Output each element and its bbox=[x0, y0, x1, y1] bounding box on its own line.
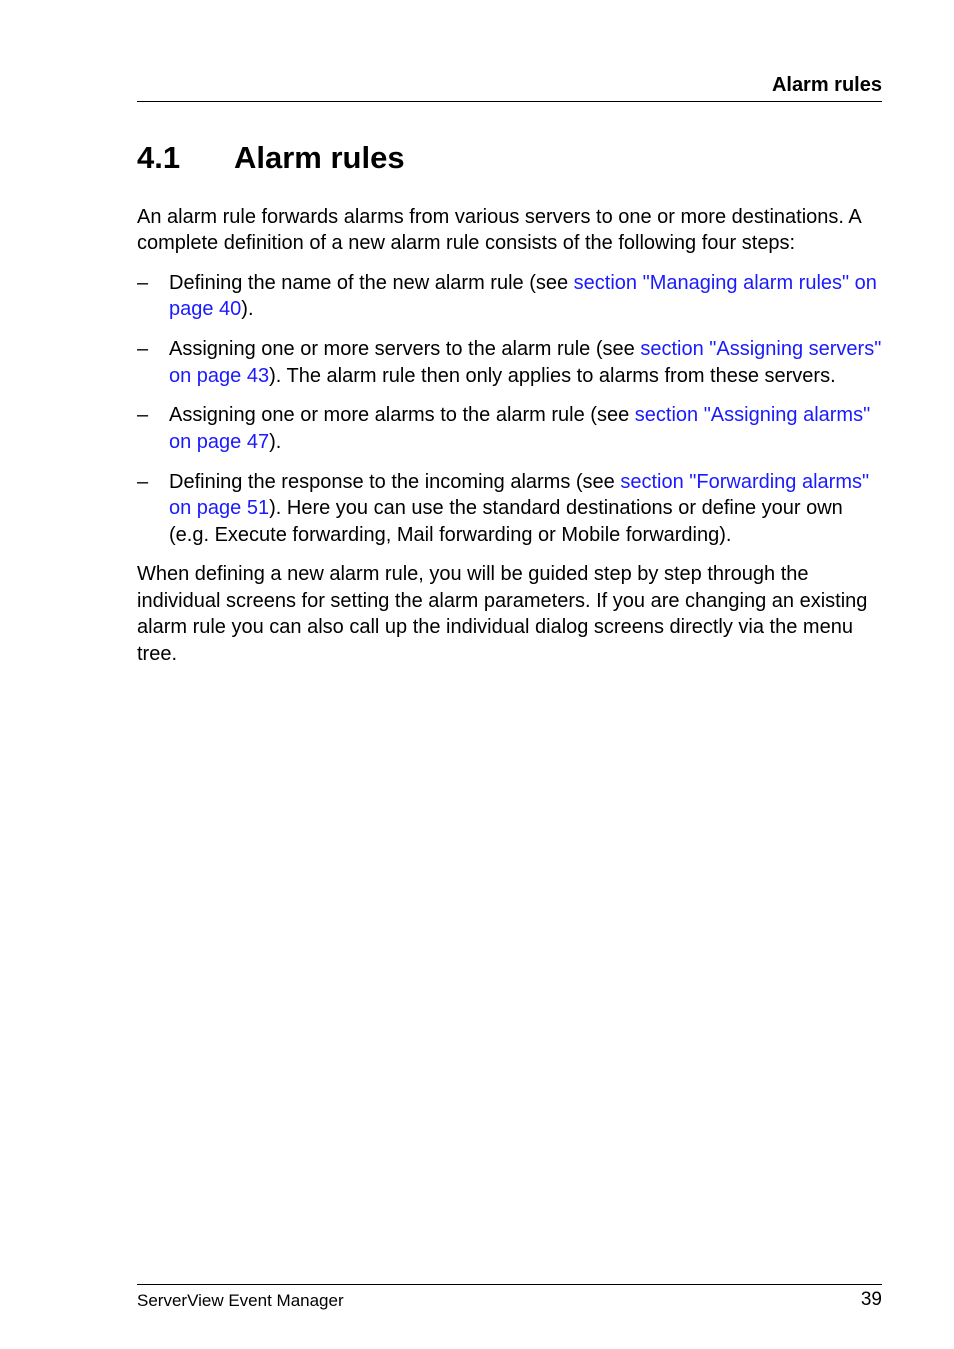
cross-reference-link[interactable]: section "Forwarding alarms" on page 51 bbox=[169, 470, 870, 520]
closing-paragraph: When defining a new alarm rule, you will be guided step by step through the individual screens for setting the alarm parameters. If you are changing an existing alarm rule you can also call up the individual dialog screens directly via the menu tree. bbox=[137, 563, 868, 665]
section-number: 4.1 bbox=[137, 140, 181, 175]
step-text: ). The alarm rule then only applies to alarms from these servers. bbox=[269, 364, 836, 387]
footer-divider bbox=[137, 1284, 882, 1285]
cross-reference-link[interactable]: section "Assigning alarms" on page 47 bbox=[169, 404, 871, 453]
running-header: Alarm rules bbox=[771, 74, 882, 96]
dash-bullet: – bbox=[137, 404, 149, 427]
dash-bullet: – bbox=[137, 271, 149, 294]
intro-paragraph: An alarm rule forwards alarms from various servers to one or more destinations. A complete definition of a new alarm rule consists of the following four steps: bbox=[137, 206, 861, 255]
step-text: Defining the response to the incoming alarms (see bbox=[169, 470, 621, 493]
cross-reference-link[interactable]: section "Managing alarm rules" on page 40 bbox=[169, 271, 877, 321]
list-item bbox=[137, 336, 885, 389]
dash-bullet: – bbox=[137, 470, 149, 493]
steps-list bbox=[137, 270, 885, 548]
footer-document-title: ServerView Event Manager bbox=[137, 1291, 344, 1310]
page-body bbox=[137, 204, 885, 667]
step-text: ). bbox=[241, 298, 254, 321]
list-item bbox=[137, 469, 885, 548]
step-text: ). bbox=[269, 430, 282, 453]
page-number: 39 bbox=[860, 1289, 882, 1310]
section-title: Alarm rules bbox=[234, 140, 405, 175]
cross-reference-link[interactable]: section "Assigning servers" on page 43 bbox=[169, 338, 882, 387]
step-text: Defining the name of the new alarm rule (see bbox=[169, 271, 574, 294]
header-divider bbox=[137, 101, 882, 102]
step-text: Assigning one or more alarms to the alarm rule (see bbox=[169, 404, 635, 427]
step-text: ). Here you can use the standard destinations or define your own (e.g. Execute forwarding, Mail forwarding or Mobile forwarding). bbox=[169, 497, 843, 546]
section-heading bbox=[137, 138, 405, 178]
dash-bullet: – bbox=[137, 338, 149, 361]
list-item bbox=[137, 270, 885, 323]
step-text: Assigning one or more servers to the alarm rule (see bbox=[169, 338, 641, 361]
list-item bbox=[137, 402, 885, 455]
